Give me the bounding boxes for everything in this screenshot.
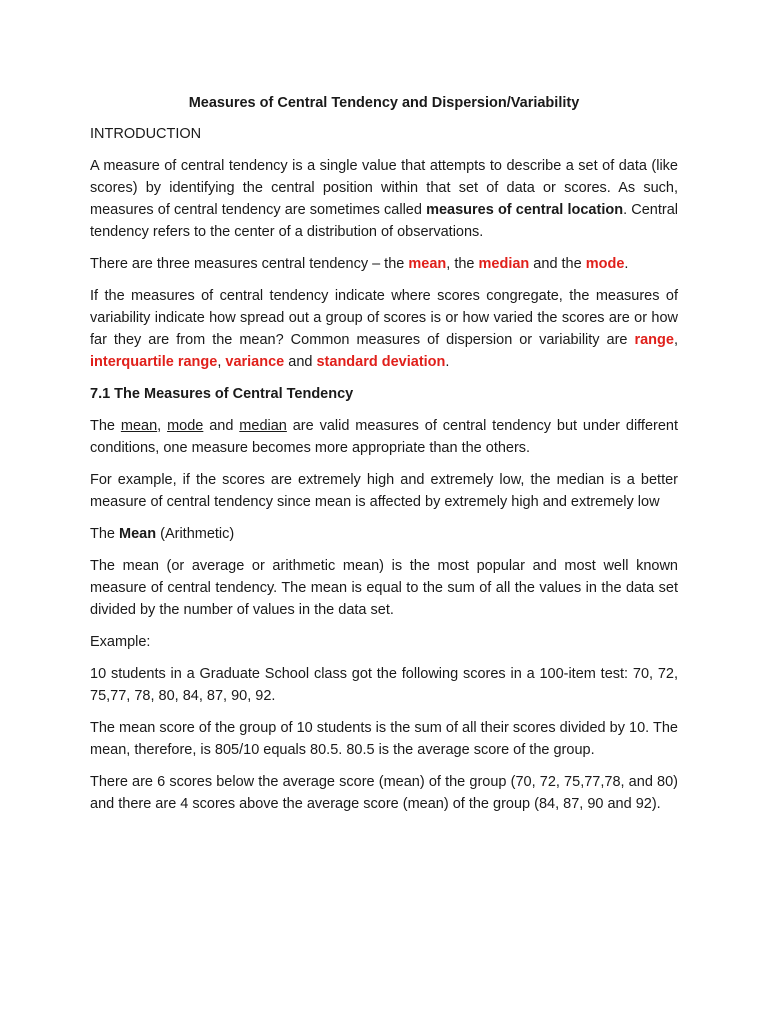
- highlight-range: range: [634, 332, 674, 348]
- paragraph-text: (Arithmetic): [156, 526, 235, 542]
- highlight-mean: mean: [408, 256, 447, 272]
- paragraph-example-extremes: For example, if the scores are extremely high and extremely low, the median is a better measure of central tendency since mean is affected by extremely high and extremely low: [90, 472, 678, 510]
- paragraph-valid-measures: [90, 415, 678, 459]
- paragraph-text: .: [624, 256, 629, 272]
- paragraph-mean-heading: [90, 523, 678, 545]
- highlight-variance: variance: [225, 354, 285, 370]
- bold-term-central-location: measures of central location: [426, 202, 624, 218]
- paragraph-text: The: [90, 418, 121, 434]
- paragraph-definition: [90, 155, 678, 243]
- paragraph-scores-distribution: There are 6 scores below the average score (mean) of the group (70, 72, 75,77,78, and 80) and there are 4 scores above the average score (mean) of the group (84, 87, 90 and 92).: [90, 774, 678, 812]
- paragraph-text: and: [284, 354, 317, 370]
- document-title: Measures of Central Tendency and Dispersion/Variability: [188, 95, 580, 111]
- paragraph-text: .: [445, 354, 450, 370]
- paragraph-text: are valid measures of central tendency but under different conditions, one measure becomes more appropriate than the others.: [90, 418, 679, 456]
- bold-term-mean: Mean: [119, 526, 157, 542]
- paragraph-text: There are three measures central tendency – the: [90, 256, 409, 272]
- highlight-standard-deviation: standard deviation: [316, 354, 446, 370]
- paragraph-text: A measure of central tendency is a single value that attempts to describe a set of data (like scores) by identifying the central position within that set of data or scores. As such, measures of central tendency are sometimes called: [90, 158, 678, 218]
- paragraph-text: , the: [446, 256, 479, 272]
- paragraph-text: . Central tendency refers to the center of a distribution of observations.: [90, 202, 678, 240]
- paragraph-text: ,: [673, 332, 678, 348]
- highlight-mode: mode: [585, 256, 625, 272]
- paragraph-text: ,: [217, 354, 226, 370]
- paragraph-text: If the measures of central tendency indicate where scores congregate, the measures of variability indicate how spread out a group of scores is or how varied the scores are or how far they are from the mean? Common measures of dispersion or variability are: [90, 288, 678, 348]
- paragraph-student-scores: 10 students in a Graduate School class got the following scores in a 100-item test: 70, 72, 75,77, 78, 80, 84, 87, 90, 92.: [90, 666, 678, 704]
- highlight-interquartile-range: interquartile range: [90, 354, 218, 370]
- underlined-mean: mean: [120, 418, 158, 434]
- section-heading: 7.1 The Measures of Central Tendency: [90, 386, 354, 402]
- underlined-mode: mode: [167, 418, 204, 434]
- paragraph-variability: [90, 285, 678, 373]
- paragraph-text: and the: [529, 256, 586, 272]
- paragraph-mean-calculation: The mean score of the group of 10 students is the sum of all their scores divided by 10. The mean, therefore, is 805/10 equals 80.5. 80.5 is the average score of the group.: [90, 720, 678, 758]
- document-body: [90, 92, 678, 825]
- paragraph-text: ,: [157, 418, 168, 434]
- intro-heading: INTRODUCTION: [90, 126, 202, 142]
- paragraph-text: The: [90, 526, 120, 542]
- paragraph-mean-definition: The mean (or average or arithmetic mean) is the most popular and most well known measure of central tendency. The mean is equal to the sum of all the values in the data set divided by the number of values in the data set.: [90, 558, 678, 618]
- paragraph-text: and: [203, 418, 240, 434]
- paragraph-three-measures: [90, 253, 678, 275]
- underlined-median: median: [239, 418, 287, 434]
- paragraph-example-label: Example:: [90, 634, 151, 650]
- highlight-median: median: [478, 256, 530, 272]
